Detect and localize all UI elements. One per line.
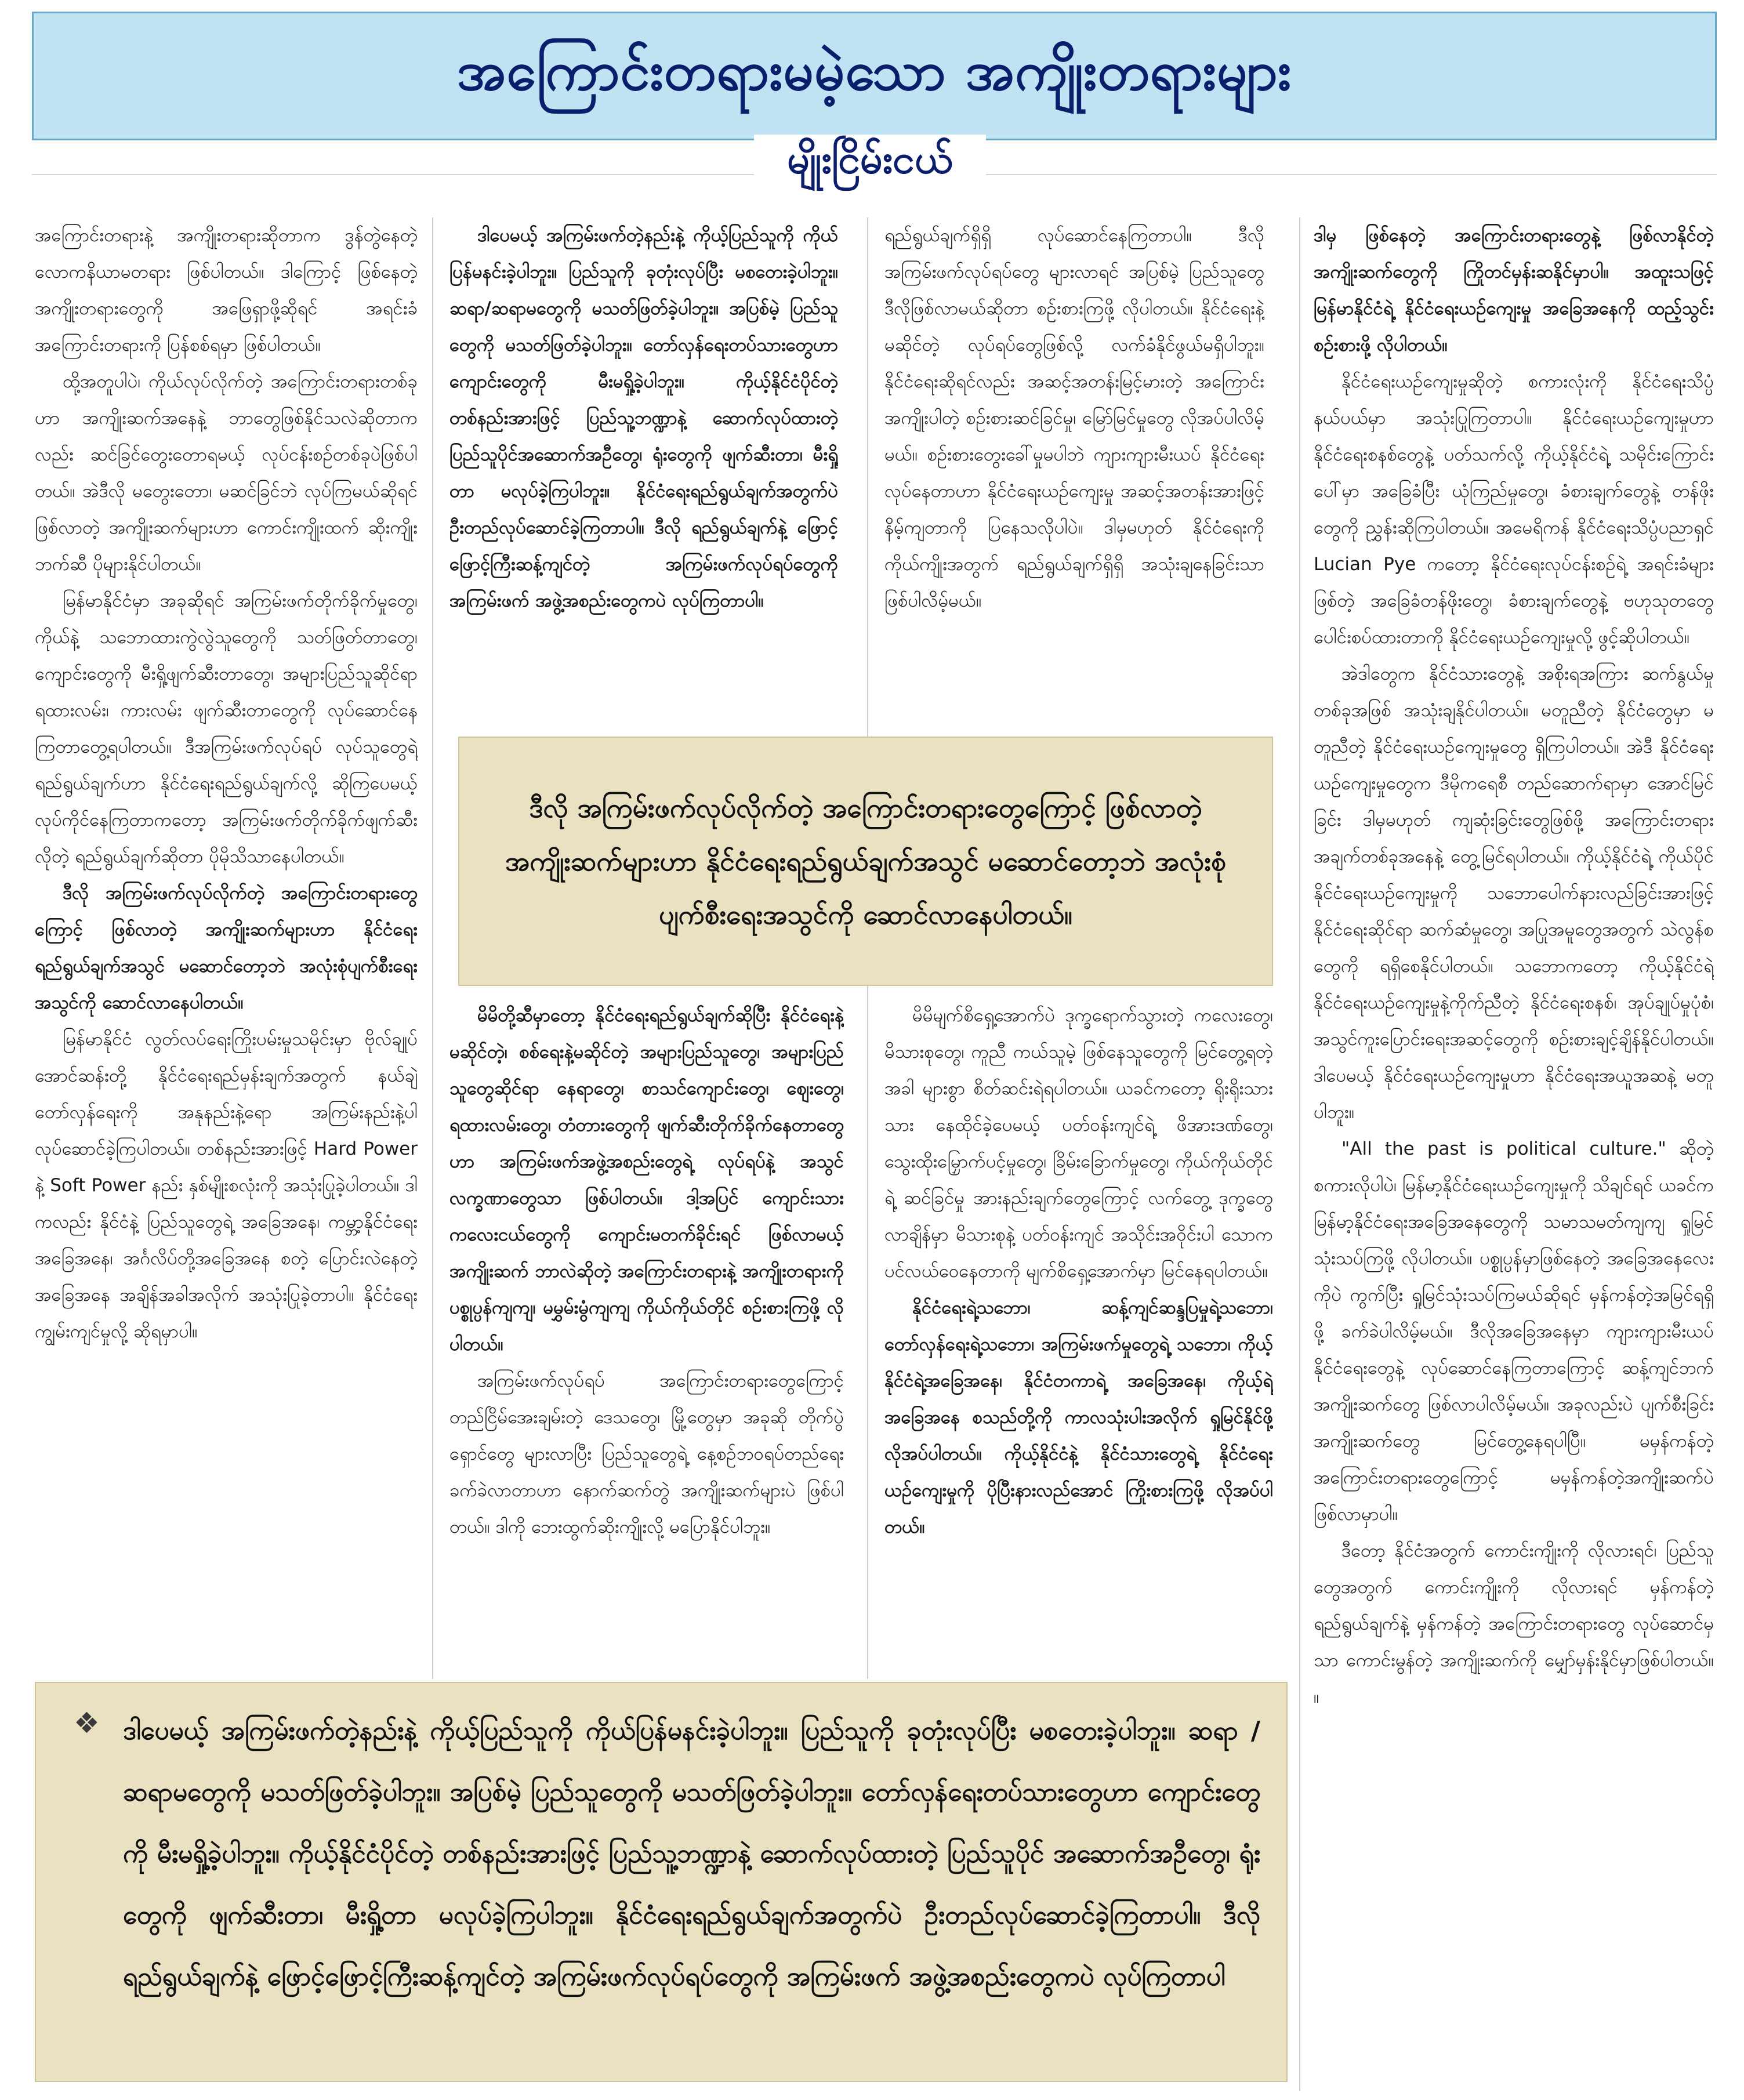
column-divider (432, 217, 433, 1679)
pull-quote-center (458, 737, 1273, 986)
pull-quote-text: ဒီလို အကြမ်းဖက်လုပ်လိုက်တဲ့ အကြောင်းတရားတွေကြောင့် ဖြစ်လာတဲ့အကျိုးဆက်များဟာ နိုင်ငံရေးရည်ရွယ်ချက်အသွင် မဆောင်တော့ဘဲ အလုံးစုံ ပျက်စီးရေးအသွင်ကို ဆောင်လာနေပါတယ်။ (505, 792, 1226, 930)
paragraph-emphasis: ဒါပေမယ့် အကြမ်းဖက်တဲ့နည်းနဲ့ ကိုယ့်ပြည်သူကို ကိုယ်ပြန်မနင်းခဲ့ပါဘူး။ ပြည်သူကို ခုတုံးလုပ်ပြီး မစတေးခဲ့ပါဘူး။ ဆရာ/ဆရာမတွေကို မသတ်ဖြတ်ခဲ့ပါဘူး။ အပြစ်မဲ့ ပြည်သူတွေကို မသတ်ဖြတ်ခဲ့ပါဘူး။ တော်လှန်ရေးတပ်သားတွေဟာ ကျောင်းတွေကို မီးမရှို့ခဲ့ပါဘူး။ ကိုယ့်နိုင်ငံပိုင်တဲ့ တစ်နည်းအားဖြင့် ပြည်သူ့ဘဏ္ဍာနဲ့ ဆောက်လုပ်ထားတဲ့ ပြည်သူပိုင်အဆောက်အဦတွေ၊ ရုံးတွေကို ဖျက်ဆီးတာ၊ မီးရှို့တာ မလုပ်ခဲ့ကြပါဘူး။ နိုင်ငံရေးရည်ရွယ်ချက်အတွက်ပဲ ဦးတည်လုပ်ဆောင်ခဲ့ကြတာပါ။ ဒီလို ရည်ရွယ်ချက်နဲ့ ဖြောင့်ဖြောင့်ကြီးဆန့်ကျင်တဲ့ အကြမ်းဖက်လုပ်ရပ်တွေကို အကြမ်းဖက် အဖွဲ့အစည်းတွေကပဲ လုပ်ကြတာပါ။ (449, 225, 838, 611)
paragraph: မြန်မာနိုင်ငံ လွတ်လပ်ရေးကြိုးပမ်းမှုသမိုင်းမှာ ဗိုလ်ချုပ်အောင်ဆန်းတို့ နိုင်ငံရေးရည်မှန်းချက်အတွက် နယ်ချဲ့တော်လှန်ရေးကို အနုနည်းနဲ့ရော အကြမ်းနည်းနဲ့ပါ လုပ်ဆောင်ခဲ့ကြပါတယ်။ တစ်နည်းအားဖြင့် Hard Power နဲ့ Soft Power နည်း နှစ်မျိုးစလုံးကို အသုံးပြုခဲ့ပါတယ်။ ဒါကလည်း နိုင်ငံနဲ့ ပြည်သူတွေရဲ့ အခြေအနေ၊ ကမ္ဘာ့နိုင်ငံရေးအခြေအနေ၊ အင်္ဂလိပ်တို့အခြေအနေ စတဲ့ ပြောင်းလဲနေတဲ့ အခြေအနေ အချိန်အခါအလိုက် အသုံးပြုခဲ့တာပါ။ နိုင်ငံရေးကျွမ်းကျင်မှုလို့ ဆိုရမှာပါ။ (35, 1029, 418, 1342)
column-4 (1314, 217, 1714, 2091)
paragraph: အကြမ်းဖက်လုပ်ရပ် အကြောင်းတရားတွေကြောင့် တည်ငြိမ်အေးချမ်းတဲ့ ဒေသတွေ၊ မြို့တွေမှာ အခုဆို တိုက်ပွဲရှောင်တွေ များလာပြီး ပြည်သူတွေရဲ့ နေ့စဉ်ဘဝရပ်တည်ရေး ခက်ခဲလာတာဟာ နောက်ဆက်တွဲ အကျိုးဆက်များပဲ ဖြစ်ပါတယ်။ ဒါကို ဘေးထွက်ဆိုးကျိုးလို့ မပြောနိုင်ပါဘူး။ (449, 1370, 844, 1537)
paragraph-emphasis: ဒီလို အကြမ်းဖက်လုပ်လိုက်တဲ့ အကြောင်းတရားတွေကြောင့် ဖြစ်လာတဲ့ အကျိုးဆက်များဟာ နိုင်ငံရေးရည်ရွယ်ချက်အသွင် မဆောင်တော့ဘဲ အလုံးစုံပျက်စီးရေး အသွင်ကို ဆောင်လာနေပါတယ်။ (35, 883, 418, 1013)
paragraph: နိုင်ငံရေးယဉ်ကျေးမှုဆိုတဲ့ စကားလုံးကို နိုင်ငံရေးသိပ္ပံနယ်ပယ်မှာ အသုံးပြုကြတာပါ။ နိုင်ငံရေးယဉ်ကျေးမှုဟာ နိုင်ငံရေးစနစ်တွေနဲ့ ပတ်သက်လို့ ကိုယ့်နိုင်ငံရဲ့ သမိုင်းကြောင်းပေါ်မှာ အခြေခံပြီး ယုံကြည်မှုတွေ၊ ခံစားချက်တွေနဲ့ တန်ဖိုးတွေကို ညွှန်းဆိုကြပါတယ်။ အမေရိကန် နိုင်ငံရေးသိပ္ပံပညာရှင် Lucian Pye ကတော့ နိုင်ငံရေးလုပ်ငန်းစဉ်ရဲ့ အရင်းခံများဖြစ်တဲ့ အခြေခံတန်ဖိုးတွေ၊ ခံစားချက်တွေနဲ့ ဗဟုသုတတွေ ပေါင်းစပ်ထားတာကို နိုင်ငံရေးယဉ်ကျေးမှုလို့ ဖွင့်ဆိုပါတယ်။ (1314, 371, 1714, 648)
byline (754, 135, 986, 193)
author-name: မျိုးငြိမ်းငယ် (787, 137, 953, 183)
paragraph: မြန်မာနိုင်ငံမှာ အခုဆိုရင် အကြမ်းဖက်တိုက်ခိုက်မှုတွေ၊ ကိုယ်နဲ့ သဘောထားကွဲလွဲသူတွေကို သတ်ဖြတ်တာတွေ၊ ကျောင်းတွေကို မီးရှို့ဖျက်ဆီးတာတွေ၊ အများပြည်သူဆိုင်ရာ ရထားလမ်း၊ ကားလမ်း ဖျက်ဆီးတာတွေကို လုပ်ဆောင်နေကြတာတွေ့ရပါတယ်။ ဒီအကြမ်းဖက်လုပ်ရပ် လုပ်သူတွေရဲ့ ရည်ရွယ်ချက်ဟာ နိုင်ငံရေးရည်ရွယ်ချက်လို့ ဆိုကြပေမယ့် လုပ်ကိုင်နေကြတာကတော့ အကြမ်းဖက်တိုက်ခိုက်ဖျက်ဆီးလိုတဲ့ ရည်ရွယ်ချက်ဆိုတာ ပိုမိုသိသာနေပါတယ်။ (35, 590, 418, 867)
paragraph: ဒီတော့ နိုင်ငံအတွက် ကောင်းကျိုးကို လိုလားရင်၊ ပြည်သူတွေအတွက် ကောင်းကျိုးကို လိုလားရင် မှန်ကန်တဲ့ ရည်ရွယ်ချက်နဲ့ မှန်ကန်တဲ့ အကြောင်းတရားတွေ လုပ်ဆောင်မှသာ ကောင်းမွန်တဲ့ အကျိုးဆက်ကို မျှော်မှန်းနိုင်မှာဖြစ်ပါတယ်။ ။ (1314, 1540, 1714, 1707)
pull-quote-text: ဒါပေမယ့် အကြမ်းဖက်တဲ့နည်းနဲ့ ကိုယ့်ပြည်သူကို ကိုယ်ပြန်မနင်းခဲ့ပါဘူး။ ပြည်သူကို ခုတုံးလုပ်ပြီး မစတေးခဲ့ပါဘူး။ ဆရာ / ဆရာမတွေကို မသတ်ဖြတ်ခဲ့ပါဘူး။ အပြစ်မဲ့ ပြည်သူတွေကို မသတ်ဖြတ်ခဲ့ပါဘူး။ တော်လှန်ရေးတပ်သားတွေဟာ ကျောင်းတွေကို မီးမရှို့ခဲ့ပါဘူး။ ကိုယ့်နိုင်ငံပိုင်တဲ့ တစ်နည်းအားဖြင့် ပြည်သူ့ဘဏ္ဍာနဲ့ ဆောက်လုပ်ထားတဲ့ ပြည်သူပိုင် အဆောက်အဦတွေ၊ ရုံးတွေကို ဖျက်ဆီးတာ၊ မီးရှို့တာ မလုပ်ခဲ့ကြပါဘူး။ နိုင်ငံရေးရည်ရွယ်ချက်အတွက်ပဲ ဦးတည်လုပ်ဆောင်ခဲ့ကြတာပါ။ ဒီလို ရည်ရွယ်ချက်နဲ့ ဖြောင့်ဖြောင့်ကြီးဆန့်ကျင်တဲ့ အကြမ်းဖက်လုပ်ရပ်တွေကို အကြမ်းဖက် အဖွဲ့အစည်းတွေကပဲ လုပ်ကြတာပါ (123, 1716, 1260, 1992)
column-divider (1299, 217, 1300, 2091)
paragraph-emphasis: ဒါမှ ဖြစ်နေတဲ့ အကြောင်းတရားတွေနဲ့ ဖြစ်လာနိုင်တဲ့ အကျိုးဆက်တွေကို ကြိုတင်မှန်းဆနိုင်မှာပါ။ အထူးသဖြင့် မြန်မာနိုင်ငံရဲ့ နိုင်ငံရေးယဉ်ကျေးမှု အခြေအနေကို ထည့်သွင်းစဉ်းစားဖို့ လိုပါတယ်။ (1314, 225, 1714, 356)
column-3-top (884, 217, 1264, 728)
paragraph: အကြောင်းတရားနဲ့ အကျိုးတရားဆိုတာက ဒွန်တွဲနေတဲ့ လောကနိယာမတရား ဖြစ်ပါတယ်။ ဒါကြောင့် ဖြစ်နေတဲ့ အကျိုးတရားတွေကို အဖြေရှာဖို့ဆိုရင် အရင်းခံ အကြောင်းတရားကို ပြန်စစ်ရမှာ ဖြစ်ပါတယ်။ (35, 225, 418, 356)
paragraph: အဲဒါတွေက နိုင်ငံသားတွေနဲ့ အစိုးရအကြား ဆက်နွယ်မှုတစ်ခုအဖြစ် အသုံးချနိုင်ပါတယ်။ မတူညီတဲ့ နိုင်ငံတွေမှာ မတူညီတဲ့ နိုင်ငံရေးယဉ်ကျေးမှုတွေ ရှိကြပါတယ်။ အဲဒီ နိုင်ငံရေးယဉ်ကျေးမှုတွေက ဒီမိုကရေစီ တည်ဆောက်ရာမှာ အောင်မြင်ခြင်း ဒါမှမဟုတ် ကျဆုံးခြင်းတွေဖြစ်ဖို့ အကြောင်းတရား အချက်တစ်ခုအနေနဲ့ တွေ့မြင်ရပါတယ်။ ကိုယ့်နိုင်ငံရဲ့ ကိုယ်ပိုင် နိုင်ငံရေးယဉ်ကျေးမှုကို သဘောပေါက်နားလည်ခြင်းအားဖြင့် နိုင်ငံရေးဆိုင်ရာ ဆက်ဆံမှုတွေ၊ အပြုအမူတွေအတွက် သဲလွန်စတွေကို ရရှိစေနိုင်ပါတယ်။ သဘောကတော့ ကိုယ့်နိုင်ငံရဲ့ နိုင်ငံရေးယဉ်ကျေးမှုနဲ့ကိုက်ညီတဲ့ နိုင်ငံရေးစနစ်၊ အုပ်ချုပ်မှုပုံစံ၊ အသွင်ကူးပြောင်းရေးအဆင့်တွေကို စဉ်းစားချင့်ချိန်နိုင်ပါတယ်။ ဒါပေမယ့် နိုင်ငံရေးယဉ်ကျေးမှုဟာ နိုင်ငံရေးအယူအဆနဲ့ မတူပါဘူး။ (1314, 663, 1714, 1123)
column-3-bottom (884, 998, 1273, 1679)
paragraph-quote: "All the past is political culture." ဆိုတဲ့ စကားလိုပါပဲ၊ မြန်မာ့နိုင်ငံရေးယဉ်ကျေးမှုကို သိချင်ရင် ယခင်က မြန်မာ့နိုင်ငံရေးအခြေအနေတွေကို သမာသမတ်ကျကျ ရှုမြင်သုံးသပ်ကြဖို့ လိုပါတယ်။ ပစ္စုပ္ပန်မှာဖြစ်နေတဲ့ အခြေအနေလေးကိုပဲ ကွက်ပြီး ရှုမြင်သုံးသပ်ကြမယ်ဆိုရင် မှန်ကန်တဲ့အမြင်ရရှိဖို့ ခက်ခဲပါလိမ့်မယ်။ ဒီလိုအခြေအနေမှာ ကျားကျားမီးယပ် နိုင်ငံရေးတွေနဲ့ လုပ်ဆောင်နေကြတာကြောင့် ဆန့်ကျင်ဘက် အကျိုးဆက်တွေ ဖြစ်လာပါလိမ့်မယ်။ အခုလည်းပဲ ပျက်စီးခြင်း အကျိုးဆက်တွေ မြင်တွေ့နေရပါပြီ။ မမှန်ကန်တဲ့ အကြောင်းတရားတွေကြောင့် မမှန်ကန်တဲ့အကျိုးဆက်ပဲ ဖြစ်လာမှာပါ။ (1314, 1138, 1714, 1525)
column-2-bottom (449, 998, 844, 1679)
diamond-bullet-icon: ❖ (74, 1706, 100, 1740)
column-2-top (449, 217, 838, 728)
paragraph: ထို့အတူပါပဲ၊ ကိုယ်လုပ်လိုက်တဲ့ အကြောင်းတရားတစ်ခုဟာ အကျိုးဆက်အနေနဲ့ ဘာတွေဖြစ်နိုင်သလဲဆိုတာကလည်း ဆင်ခြင်တွေးတောရမယ့် လုပ်ငန်းစဉ်တစ်ခုပဲဖြစ်ပါတယ်။ အဲဒီလို မတွေးတော၊ မဆင်ခြင်ဘဲ လုပ်ကြမယ်ဆိုရင် ဖြစ်လာတဲ့ အကျိုးဆက်များဟာ ကောင်းကျိုးထက် ဆိုးကျိုးဘက်ဆီ ပိုများနိုင်ပါတယ်။ (35, 371, 418, 575)
pull-quote-bottom (35, 1682, 1288, 2082)
paragraph: ရည်ရွယ်ချက်ရှိရှိ လုပ်ဆောင်နေကြတာပါ။ ဒီလို အကြမ်းဖက်လုပ်ရပ်တွေ များလာရင် အပြစ်မဲ့ ပြည်သူတွေ ဒီလိုဖြစ်လာမယ်ဆိုတာ စဉ်းစားကြဖို့ လိုပါတယ်။ နိုင်ငံရေးနဲ့ မဆိုင်တဲ့ လုပ်ရပ်တွေဖြစ်လို့ လက်ခံနိုင်ဖွယ်မရှိပါဘူး။ နိုင်ငံရေးဆိုရင်လည်း အဆင့်အတန်းမြင့်မားတဲ့ အကြောင်းအကျိုးပါတဲ့ စဉ်းစားဆင်ခြင်မှု၊ မြော်မြင်မှုတွေ လိုအပ်ပါလိမ့်မယ်။ စဉ်းစားတွေးခေါ်မှုမပါဘဲ ကျားကျားမီးယပ် နိုင်ငံရေး လုပ်နေတာဟာ နိုင်ငံရေးယဉ်ကျေးမှု အဆင့်အတန်းအားဖြင့် နိမ့်ကျတာကို ပြနေသလိုပါပဲ။ ဒါမှမဟုတ် နိုင်ငံရေးကို ကိုယ်ကျိုးအတွက် ရည်ရွယ်ချက်ရှိရှိ အသုံးချနေခြင်းသာ ဖြစ်ပါလိမ့်မယ်။ (884, 225, 1264, 611)
paragraph-emphasis: နိုင်ငံရေးရဲ့သဘော၊ ဆန့်ကျင်ဆန္ဒပြမှုရဲ့သဘော၊ တော်လှန်ရေးရဲ့သဘော၊ အကြမ်းဖက်မှုတွေရဲ့ သဘော၊ ကိုယ့်နိုင်ငံရဲ့အခြေအနေ၊ နိုင်ငံတကာရဲ့ အခြေအနေ၊ ကိုယ့်ရဲ့အခြေအနေ စသည်တို့ကို ကာလသုံးပါးအလိုက် ရှုမြင်နိုင်ဖို့ လိုအပ်ပါတယ်။ ကိုယ့်နိုင်ငံနဲ့ နိုင်ငံသားတွေရဲ့ နိုင်ငံရေးယဉ်ကျေးမှုကို ပိုပြီးနားလည်အောင် ကြိုးစားကြဖို့ လိုအပ်ပါတယ်။ (884, 1297, 1273, 1537)
headline-banner (32, 12, 1717, 140)
paragraph: မိမိမျက်စိရှေ့အောက်ပဲ ဒုက္ခရောက်သွားတဲ့ ကလေးတွေ၊ မိသားစုတွေ၊ ကူညီ ကယ်သူမဲ့ ဖြစ်နေသူတွေကို မြင်တွေ့ရတဲ့အခါ များစွာ စိတ်ဆင်းရဲရပါတယ်။ ယခင်ကတော့ ရိုးရိုးသားသား နေထိုင်ခဲ့ပေမယ့် ပတ်ဝန်းကျင်ရဲ့ ဖိအားဒဏ်တွေ၊ သွေးထိုးမြှောက်ပင့်မှုတွေ၊ ခြိမ်းခြောက်မှုတွေ၊ ကိုယ်ကိုယ်တိုင်ရဲ့ ဆင်ခြင်မှု အားနည်းချက်တွေကြောင့် လက်တွေ့ ဒုက္ခတွေ လာချိန်မှာ မိသားစုနဲ့ ပတ်ဝန်းကျင် အသိုင်းအဝိုင်းပါ သောကပင်လယ်ဝေနေတာကို မျက်စိရှေ့အောက်မှာ မြင်နေရပါတယ်။ (884, 1005, 1273, 1282)
column-1 (35, 217, 418, 1679)
paragraph-emphasis: မိမိတို့ဆီမှာတော့ နိုင်ငံရေးရည်ရွယ်ချက်ဆိုပြီး နိုင်ငံရေးနဲ့မဆိုင်တဲ့၊ စစ်ရေးနဲ့မဆိုင်တဲ့ အများပြည်သူတွေ၊ အများပြည်သူတွေဆိုင်ရာ နေရာတွေ၊ စာသင်ကျောင်းတွေ၊ ဈေးတွေ၊ ရထားလမ်းတွေ၊ တံတားတွေကို ဖျက်ဆီးတိုက်ခိုက်နေတာတွေဟာ အကြမ်းဖက်အဖွဲ့အစည်းတွေရဲ့ လုပ်ရပ်နဲ့ အသွင်လက္ခဏာတွေသာ ဖြစ်ပါတယ်။ ဒါ့အပြင် ကျောင်းသား ကလေးငယ်တွေကို ကျောင်းမတက်ခိုင်းရင် ဖြစ်လာမယ့် အကျိုးဆက် ဘာလဲဆိုတဲ့ အကြောင်းတရားနဲ့ အကျိုးတရားကို ပစ္စုပ္ပန်ကျကျ၊ မမွှမ်းမွံကျကျ ကိုယ်ကိုယ်တိုင် စဉ်းစားကြဖို့ လိုပါတယ်။ (449, 1005, 844, 1355)
article-headline: အကြောင်းတရားမမဲ့သော အကျိုးတရားများ (456, 40, 1292, 102)
